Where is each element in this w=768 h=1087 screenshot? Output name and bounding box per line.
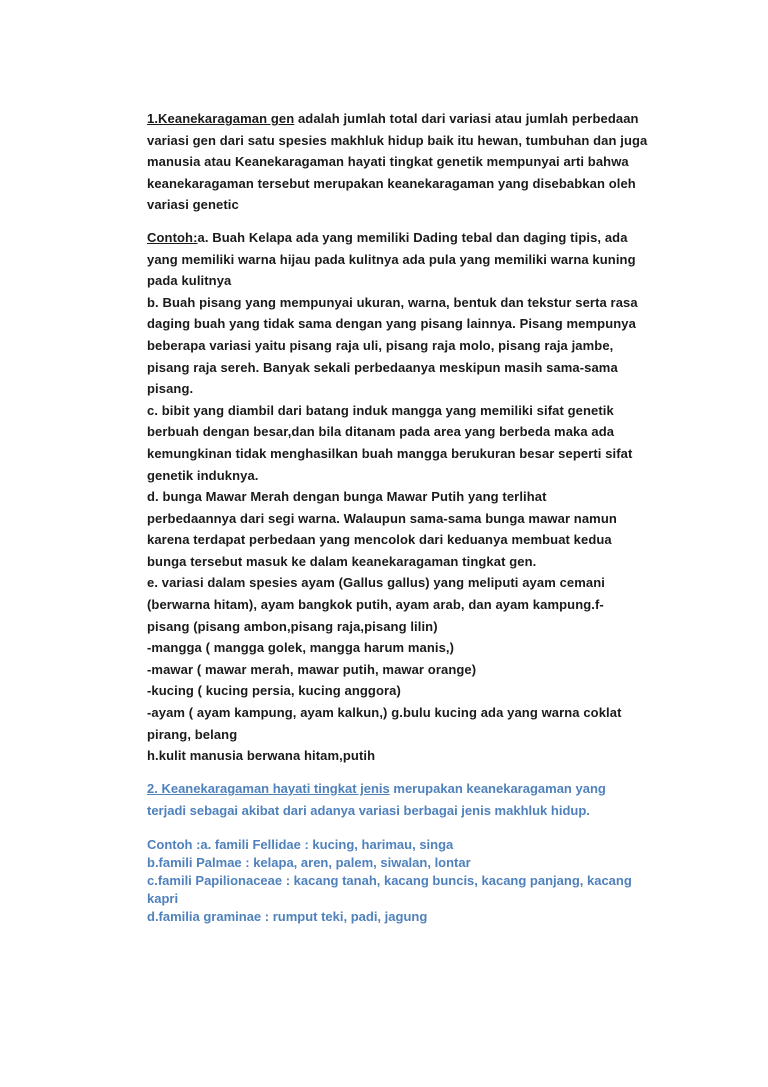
paragraph-line: variasi genetic [147, 197, 239, 213]
example-line: pisang (pisang ambon,pisang raja,pisang lilin) [147, 618, 438, 634]
example-line: kapri [147, 891, 179, 907]
example-line: pirang, belang [147, 726, 238, 742]
example-line: e. variasi dalam spesies ayam (Gallus gallus) yang meliputi ayam cemani [147, 575, 605, 591]
example-line: beberapa variasi yaitu pisang raja uli, pisang raja molo, pisang raja jambe, [147, 337, 614, 353]
example-line: pada kulitnya [147, 273, 232, 289]
example-line: d.familia graminae : rumput teki, padi, jagung [147, 909, 428, 925]
section2-first-line [147, 778, 647, 800]
section1-heading-rest: adalah jumlah total dari variasi atau jumlah perbedaan [294, 111, 639, 126]
example-line: b.famili Palmae : kelapa, aren, palem, siwalan, lontar [147, 855, 471, 871]
example-line: pisang. [147, 381, 194, 397]
section-species-diversity [147, 778, 647, 927]
example-line: d. bunga Mawar Merah dengan bunga Mawar Putih yang terlihat [147, 489, 547, 505]
paragraph-line: keanekaragaman tersebut merupakan keanekaragaman yang disebabkan oleh [147, 175, 636, 191]
example-line: -mawar ( mawar merah, mawar putih, mawar orange) [147, 661, 477, 677]
example-line: b. Buah pisang yang mempunyai ukuran, warna, bentuk dan tekstur serta rasa [147, 294, 638, 310]
example-first-rest: a. Buah Kelapa ada yang memiliki Dading tebal dan daging tipis, ada [197, 229, 628, 245]
example-line: c. bibit yang diambil dari batang induk mangga yang memiliki sifat genetik [147, 402, 614, 418]
example-line: c.famili Papilionaceae : kacang tanah, kacang buncis, kacang panjang, kacang [147, 873, 632, 889]
example-line: bunga tersebut masuk ke dalam keanekaragaman tingkat gen. [147, 553, 537, 569]
example-line: perbedaannya dari segi warna. Walaupun sama-sama bunga mawar namun [147, 510, 617, 526]
example-first-line [147, 227, 647, 249]
example-label: Contoh: [147, 229, 198, 245]
example-line: berbuah dengan besar,dan bila ditanam pada area yang berbeda maka ada [147, 424, 615, 440]
example-line: karena terdapat perbedaan yang mencolok dari keduanya membuat kedua [147, 532, 612, 548]
example-line: pisang raja sereh. Banyak sekali perbedaanya meskipun masih sama-sama [147, 359, 618, 375]
section2-heading-rest: merupakan keanekaragaman yang [389, 780, 606, 796]
example-line: -kucing ( kucing persia, kucing anggora) [147, 683, 401, 699]
paragraph-line: variasi gen dari satu spesies makhluk hidup baik itu hewan, tumbuhan dan juga [147, 132, 648, 148]
document-page [147, 108, 647, 926]
example-line: h.kulit manusia berwana hitam,putih [147, 748, 376, 764]
section2-heading: 2. Keanekaragaman hayati tingkat jenis [147, 780, 390, 796]
example-line: Contoh :a. famili Fellidae : kucing, harimau, singa [147, 837, 454, 853]
example-line: (berwarna hitam), ayam bangkok putih, ayam arab, dan ayam kampung.f- [147, 597, 604, 613]
example-line: kemungkinan tidak menghasilkan buah mangga berukuran besar seperti sifat [147, 445, 633, 461]
paragraph-line: terjadi sebagai akibat dari adanya variasi berbagai jenis makhluk hidup. [147, 802, 590, 818]
example-line: -mangga ( mangga golek, mangga harum manis,) [147, 640, 455, 656]
example-line: genetik induknya. [147, 467, 259, 483]
section-gen-diversity [147, 108, 647, 767]
section1-first-line [147, 108, 647, 130]
example-line: daging buah yang tidak sama dengan yang pisang lainnya. Pisang mempunya [147, 316, 636, 332]
example-line: yang memiliki warna hijau pada kulitnya ada pula yang memiliki warna kuning [147, 251, 636, 267]
paragraph-line: manusia atau Keanekaragaman hayati tingkat genetik mempunyai arti bahwa [147, 154, 629, 170]
example-line: -ayam ( ayam kampung, ayam kalkun,) g.bulu kucing ada yang warna coklat [147, 705, 622, 721]
section1-heading: 1.Keanekaragaman gen [147, 111, 295, 126]
